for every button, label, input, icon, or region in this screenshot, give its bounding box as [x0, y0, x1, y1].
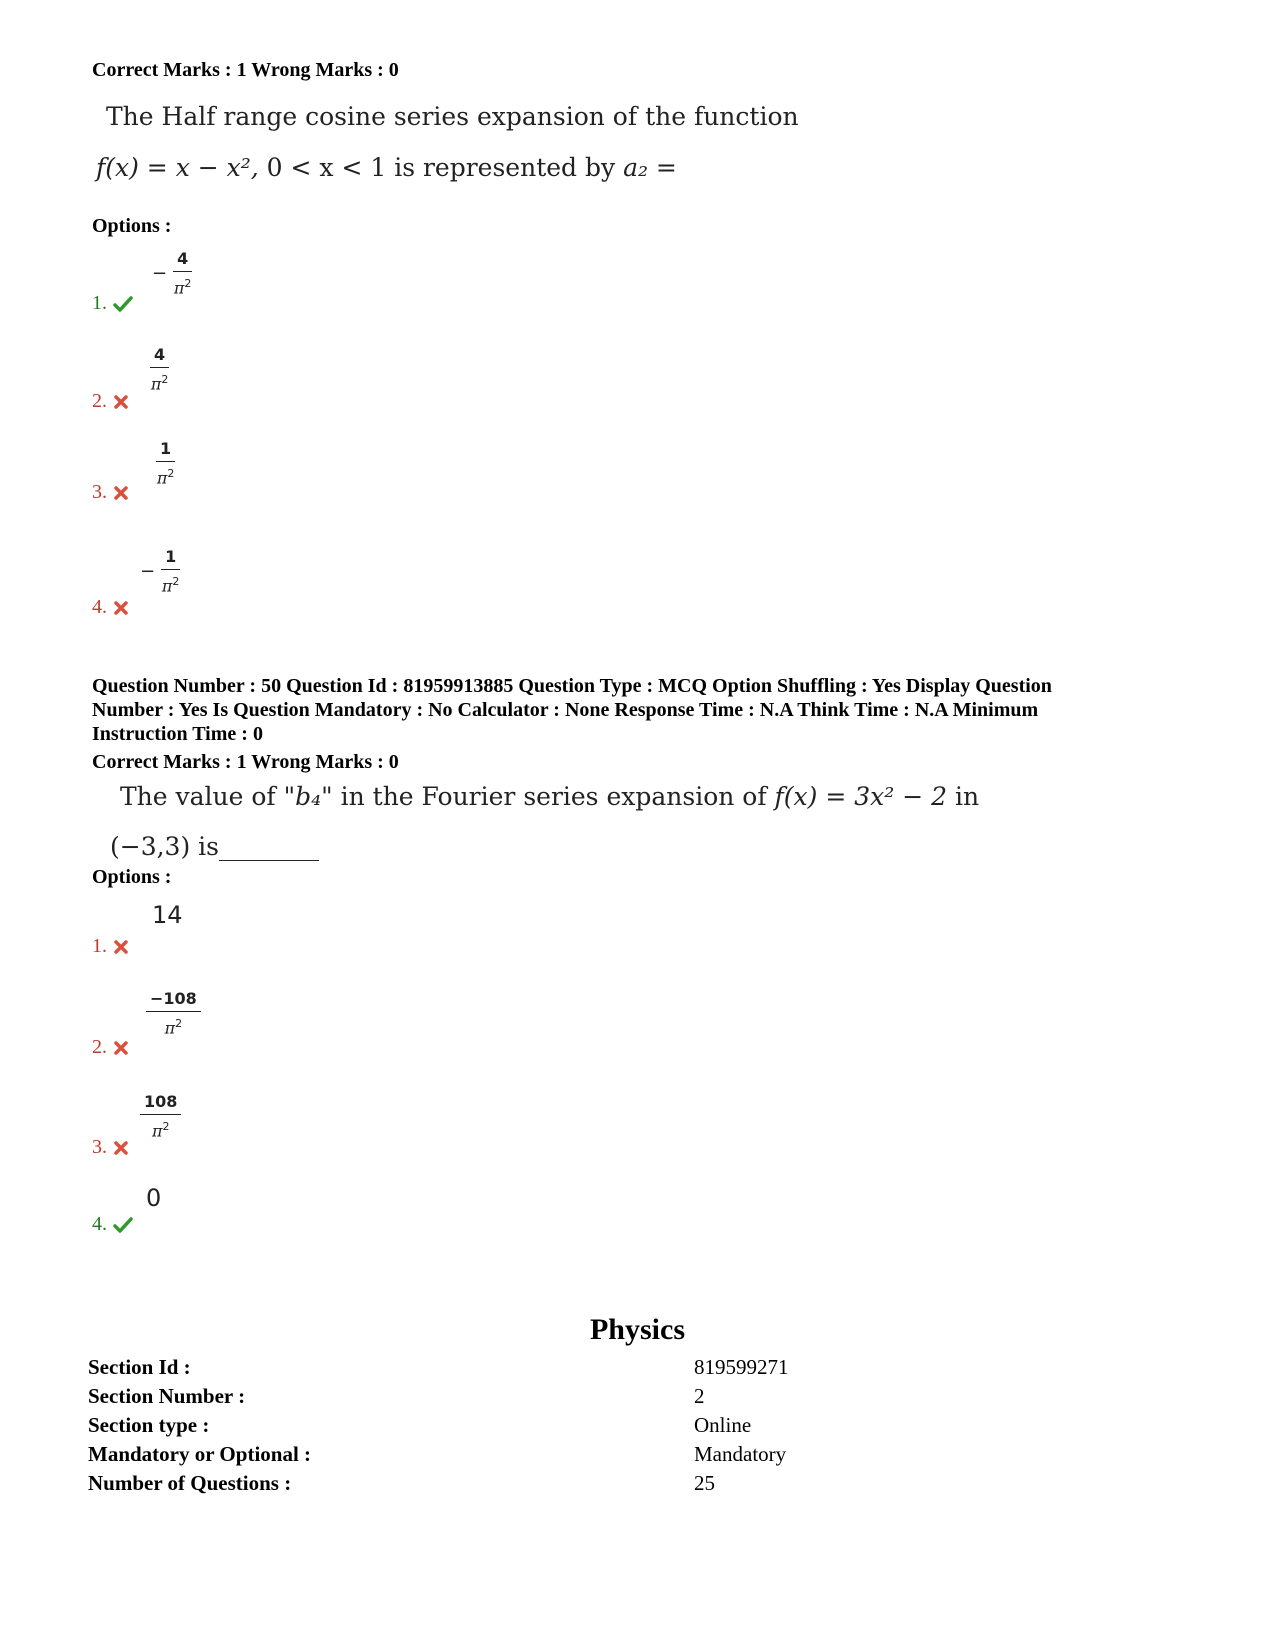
cross-icon [113, 1039, 129, 1062]
q49-option-2-value [150, 346, 169, 393]
q50-options-label: Options : [92, 866, 172, 888]
den-exp: 2 [184, 277, 192, 290]
fraction [146, 990, 201, 1037]
q49-option-4-value [140, 548, 180, 595]
q49-option-1 [92, 292, 133, 318]
q50-text-b: " in the Fourier series expansion of [321, 782, 775, 811]
option-number: 3. [92, 1136, 107, 1158]
q49-marks: Correct Marks : 1 Wrong Marks : 0 [92, 59, 399, 81]
section-row [88, 1413, 1188, 1442]
section-row-label: Mandatory or Optional : [88, 1442, 312, 1466]
q50-interval: (−3,3) is________ [110, 832, 319, 861]
q49-domain: 0 < x < 1 [266, 153, 387, 182]
q50-option-2-value [146, 990, 201, 1037]
q50-option-4-value: 0 [146, 1184, 162, 1212]
numerator: 1 [161, 548, 180, 570]
q50-b4: b₄ [295, 782, 322, 811]
q49-text-line1: The Half range cosine series expansion of the function [106, 102, 799, 131]
q50-text-line1 [120, 782, 979, 811]
den-exp: 2 [167, 467, 175, 480]
q49-option-1-value [152, 250, 192, 297]
q50-text-a: The value of " [120, 782, 296, 811]
den-exp: 2 [172, 575, 180, 588]
den-base: π [164, 1018, 176, 1038]
cross-icon [113, 1139, 129, 1162]
q50-function: f(x) = 3x² − 2 [774, 782, 948, 811]
section-info-table [88, 1355, 1188, 1500]
q50-text-c: in [947, 782, 980, 811]
section-row-label: Number of Questions : [88, 1471, 292, 1495]
section-row-value: 25 [694, 1471, 715, 1495]
denominator [151, 368, 169, 393]
minus-sign: − [152, 263, 168, 285]
cross-icon [113, 484, 129, 507]
section-row [88, 1471, 1188, 1500]
option-number: 2. [92, 390, 107, 412]
numerator: 108 [140, 1093, 181, 1115]
section-row-label: Section type : [88, 1413, 210, 1437]
option-number: 3. [92, 481, 107, 503]
den-base: π [161, 576, 173, 596]
fraction [150, 346, 169, 393]
den-exp: 2 [162, 1120, 170, 1133]
den-base: π [173, 278, 185, 298]
denominator [165, 1012, 183, 1037]
numerator: −108 [146, 990, 201, 1012]
q50-option-1-value: 14 [152, 901, 183, 929]
minus-sign: − [140, 561, 156, 583]
denominator [157, 462, 175, 487]
q49-options-label: Options : [92, 215, 172, 237]
q50-option-3-value [140, 1093, 181, 1140]
section-row-value: Online [694, 1413, 752, 1437]
den-base: π [156, 468, 168, 488]
den-base: π [151, 1121, 163, 1141]
q49-a2: a₂ = [623, 153, 677, 182]
section-row-label: Section Id : [88, 1355, 191, 1379]
cross-icon [113, 393, 129, 416]
section-title: Physics [589, 1313, 685, 1346]
q49-option-4 [92, 596, 129, 622]
numerator: 1 [156, 440, 175, 462]
section-row [88, 1442, 1188, 1471]
den-exp: 2 [175, 1017, 183, 1030]
fraction [173, 250, 192, 297]
option-number: 4. [92, 596, 107, 618]
q50-option-4 [92, 1213, 133, 1239]
q50-option-3 [92, 1136, 129, 1162]
den-exp: 2 [161, 373, 169, 386]
denominator [152, 1115, 170, 1140]
check-icon [113, 1216, 133, 1239]
option-number: 1. [92, 292, 107, 314]
fraction [156, 440, 175, 487]
q49-option-3 [92, 481, 129, 507]
q50-marks: Correct Marks : 1 Wrong Marks : 0 [92, 751, 399, 773]
cross-icon [113, 938, 129, 961]
q50-option-2 [92, 1036, 129, 1062]
section-row-value: Mandatory [694, 1442, 787, 1466]
q49-represented: is represented by [386, 153, 624, 182]
section-row-label: Section Number : [88, 1384, 246, 1408]
option-number: 4. [92, 1213, 107, 1235]
fraction [161, 548, 180, 595]
section-row [88, 1355, 1188, 1384]
q49-text-line2 [96, 153, 677, 182]
q50-meta-line2: Number : Yes Is Question Mandatory : No Calculator : None Response Time : N.A Think Time : N.A Minimum [92, 699, 1039, 721]
q50-option-1 [92, 935, 129, 961]
den-base: π [150, 374, 162, 394]
q49-function: f(x) = x − x², [96, 153, 267, 182]
option-number: 2. [92, 1036, 107, 1058]
denominator [174, 272, 192, 297]
fraction [140, 1093, 181, 1140]
cross-icon [113, 599, 129, 622]
numerator: 4 [173, 250, 192, 272]
q49-option-3-value [156, 440, 175, 487]
section-row-value: 2 [694, 1384, 705, 1408]
q50-meta-line1: Question Number : 50 Question Id : 81959913885 Question Type : MCQ Option Shuffling : Yes Display Question [92, 675, 1052, 697]
q49-option-2 [92, 390, 129, 416]
check-icon [113, 295, 133, 318]
option-number: 1. [92, 935, 107, 957]
numerator: 4 [150, 346, 169, 368]
q50-meta [92, 674, 1212, 746]
denominator [162, 570, 180, 595]
section-row [88, 1384, 1188, 1413]
q50-meta-line3: Instruction Time : 0 [92, 723, 263, 745]
section-row-value: 819599271 [694, 1355, 789, 1379]
